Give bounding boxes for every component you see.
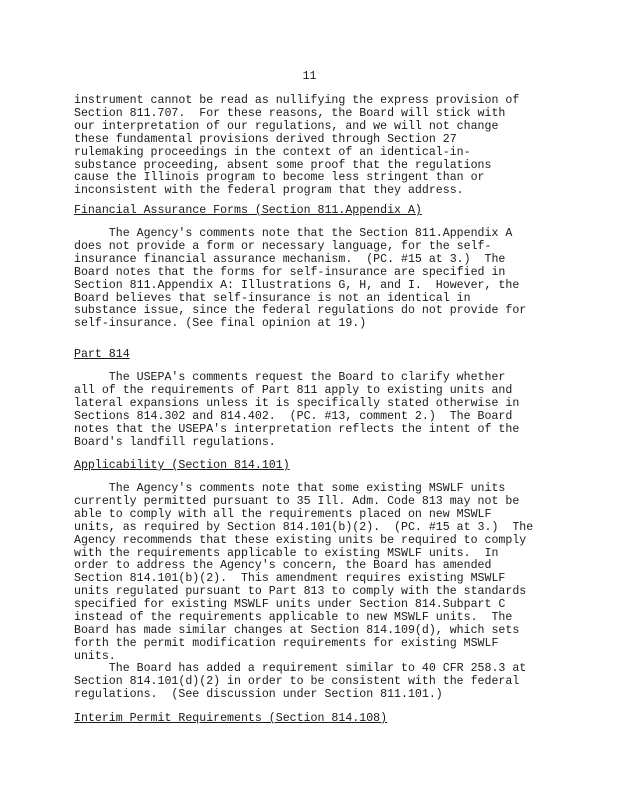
text-line: regulations. (See discussion under Section 811.101.) (74, 687, 443, 701)
text-line: with the requirements applicable to existing MSWLF units. In (74, 546, 499, 560)
text-line: these fundamental provisions derived through Section 27 (74, 132, 457, 146)
text-line: Board has made similar changes at Section 814.109(d), which sets (74, 623, 520, 637)
paragraph-financial-assurance (74, 228, 554, 331)
text-line: units, as required by Section 814.101(b)(2). (PC. #15 at 3.) The (74, 520, 534, 534)
text-line: substance proceeding, absent some proof that the regulations (74, 158, 492, 172)
paragraph-part-814 (74, 372, 554, 449)
section-heading-financial-assurance: Financial Assurance Forms (Section 811.Appendix A) (74, 204, 422, 217)
text-line: instrument cannot be read as nullifying the express provision of (74, 94, 520, 107)
section-heading-interim-permit: Interim Permit Requirements (Section 814.108) (74, 712, 388, 725)
text-line: Section 814.101(b)(2). This amendment requires existing MSWLF (74, 572, 506, 586)
section-heading-applicability: Applicability (Section 814.101) (74, 459, 290, 472)
text-line: order to address the Agency's concern, the Board has amended (74, 559, 492, 573)
text-line: notes that the USEPA's interpretation reflects the intent of the (74, 422, 520, 436)
text-line: Sections 814.302 and 814.402. (PC. #13, comment 2.) The Board (74, 409, 513, 423)
text-line: forth the permit modification requirements for existing MSWLF (74, 636, 499, 650)
page-number: 11 (302, 70, 317, 83)
text-line: Agency recommends that these existing units be required to comply (74, 533, 527, 547)
text-line: instead of the requirements applicable to new MSWLF units. The (74, 611, 513, 625)
text-line: able to comply with all the requirements placed on new MSWLF (74, 507, 492, 521)
text-line: units. (74, 649, 116, 663)
text-line: The Agency's comments note that the Section 811.Appendix A (74, 227, 513, 240)
text-line: Section 814.101(d)(2) in order to be consistent with the federal (74, 674, 520, 688)
text-line: The Board has added a requirement similar to 40 CFR 258.3 at (74, 662, 527, 675)
text-line: all of the requirements of Part 811 apply to existing units and (74, 383, 513, 397)
text-line: units regulated pursuant to Part 813 to comply with the standards (74, 585, 527, 599)
text-line: our interpretation of our regulations, and we will not change (74, 119, 499, 133)
text-line: insurance financial assurance mechanism. (PC. #15 at 3.) The (74, 252, 506, 266)
text-line: does not provide a form or necessary language, for the self- (74, 239, 492, 253)
text-line: cause the Illinois program to become less stringent than or (74, 171, 485, 185)
text-line: The USEPA's comments request the Board to clarify whether (74, 371, 506, 384)
text-line: self-insurance. (See final opinion at 19.) (74, 317, 367, 331)
section-heading-part-814: Part 814 (74, 348, 130, 361)
text-line: Section 811.707. For these reasons, the Board will stick with (74, 106, 506, 120)
paragraph-applicability-2 (74, 663, 554, 702)
text-line: currently permitted pursuant to 35 Ill. Adm. Code 813 may not be (74, 494, 520, 508)
text-line: Section 811.Appendix A: Illustrations G, H, and I. However, the (74, 278, 520, 292)
text-line: The Agency's comments note that some existing MSWLF units (74, 482, 506, 495)
text-line: inconsistent with the federal program that they address. (74, 184, 464, 198)
text-line: Board believes that self-insurance is not an identical in (74, 291, 471, 305)
paragraph-continuation (74, 95, 554, 198)
text-line: rulemaking proceedings in the context of an identical-in- (74, 145, 471, 159)
text-line: substance issue, since the federal regulations do not provide for (74, 304, 527, 318)
text-line: Board notes that the forms for self-insurance are specified in (74, 265, 506, 279)
text-line: Board's landfill regulations. (74, 435, 276, 449)
paragraph-applicability (74, 483, 554, 664)
text-line: lateral expansions unless it is specifically stated otherwise in (74, 396, 520, 410)
text-line: specified for existing MSWLF units under Section 814.Subpart C (74, 598, 506, 612)
